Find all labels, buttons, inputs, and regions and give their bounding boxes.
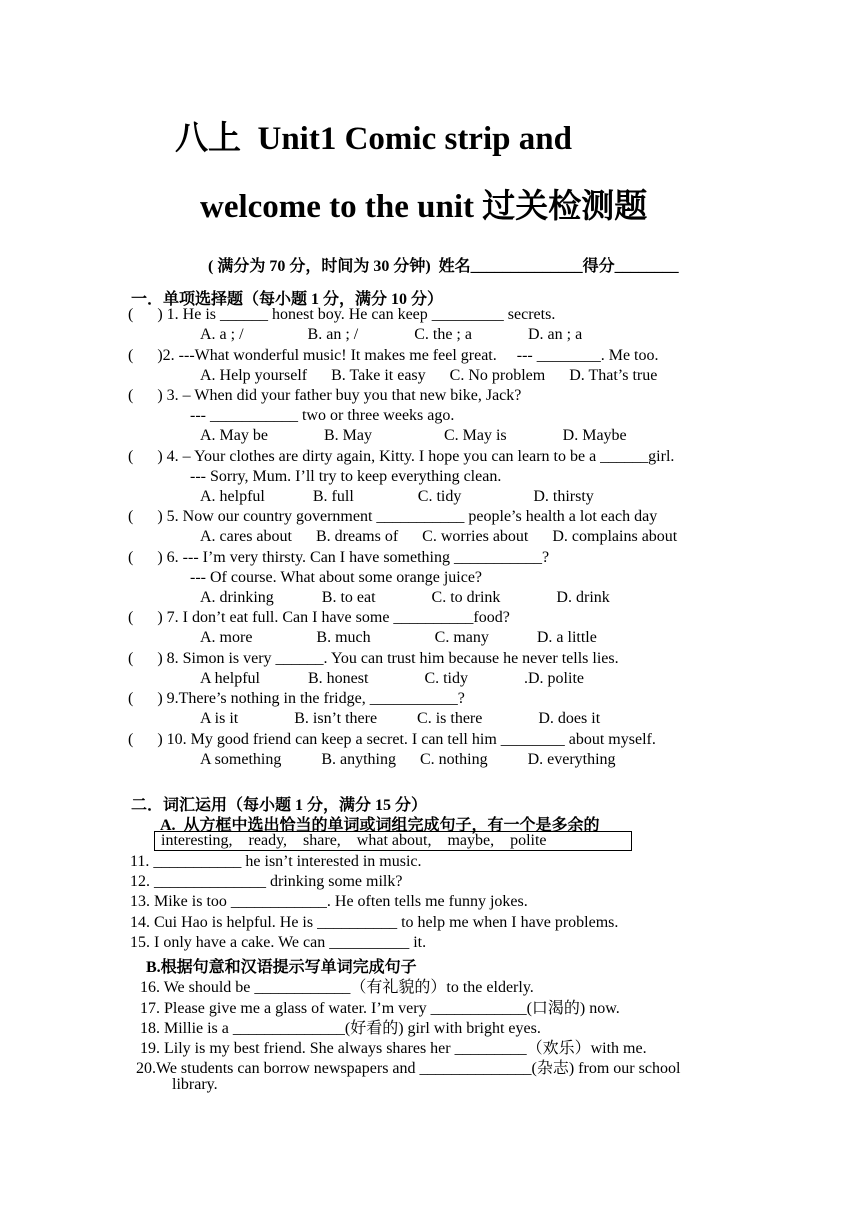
- s2b-line-17: 17. Please give me a glass of water. I’m very ____________(口渴的) now.: [140, 1000, 620, 1017]
- s1-line-4: A. Help yourself B. Take it easy C. No problem D. That’s true: [200, 367, 658, 384]
- exam-title-line2: welcome to the unit 过关检测题: [200, 189, 648, 225]
- section1-heading: 一．单项选择题（每小题 1 分，满分 10 分）: [131, 291, 444, 308]
- s1-line-14: --- Of course. What about some orange juice?: [190, 569, 483, 586]
- s1-line-19: A helpful B. honest C. tidy .D. polite: [200, 670, 584, 687]
- s2a-line-12: 12. ______________ drinking some milk?: [130, 873, 403, 890]
- s1-line-8: ( ) 4. – Your clothes are dirty again, Kitty. I hope you can learn to be a ______girl.: [128, 448, 675, 465]
- exam-title-line1: 八上 Unit1 Comic strip and: [175, 121, 572, 157]
- s1-line-2: A. a ; / B. an ; / C. the ; a D. an ; a: [200, 326, 583, 343]
- section2-heading: 二．词汇运用（每小题 1 分，满分 15 分）: [131, 797, 428, 814]
- s2b-line-20: 20.We students can borrow newspapers and ______________(杂志) from our school: [136, 1060, 681, 1077]
- s1-line-11: ( ) 5. Now our country government ___________ people’s health a lot each day: [128, 508, 658, 525]
- section2-part-b-heading: B.根据句意和汉语提示写单词完成句子: [146, 959, 417, 976]
- s1-line-3: ( )2. ---What wonderful music! It makes me feel great. --- ________. Me too.: [128, 347, 659, 364]
- s1-line-23: A something B. anything C. nothing D. everything: [200, 751, 616, 768]
- s1-line-12: A. cares about B. dreams of C. worries about D. complains about: [200, 528, 678, 545]
- s1-line-5: ( ) 3. – When did your father buy you that new bike, Jack?: [128, 387, 522, 404]
- s1-line-17: A. more B. much C. many D. a little: [200, 629, 597, 646]
- s1-line-15: A. drinking B. to eat C. to drink D. drink: [200, 589, 610, 606]
- s1-line-16: ( ) 7. I don’t eat full. Can I have some __________food?: [128, 609, 510, 626]
- s2a-line-15: 15. I only have a cake. We can __________ it.: [130, 934, 427, 951]
- s1-line-22: ( ) 10. My good friend can keep a secret. I can tell him ________ about myself.: [128, 731, 656, 748]
- s1-line-18: ( ) 8. Simon is very ______. You can trust him because he never tells lies.: [128, 650, 619, 667]
- s2b-line-18: 18. Millie is a ______________(好看的) girl with bright eyes.: [140, 1020, 541, 1037]
- exam-subtitle: ( 满分为 70 分，时间为 30 分钟) 姓名______________得分________: [208, 258, 679, 275]
- s2a-line-11: 11. ___________ he isn’t interested in music.: [130, 853, 422, 870]
- s1-line-20: ( ) 9.There’s nothing in the fridge, ___________?: [128, 690, 465, 707]
- s1-line-13: ( ) 6. --- I’m very thirsty. Can I have something ___________?: [128, 549, 550, 566]
- s2b-line-20-cont: library.: [172, 1076, 218, 1093]
- word-box: interesting, ready, share, what about, maybe, polite: [154, 831, 632, 851]
- s1-line-1: ( ) 1. He is ______ honest boy. He can keep _________ secrets.: [128, 306, 556, 323]
- section2-part-a-heading: A. 从方框中选出恰当的单词或词组完成句子，有一个是多余的: [160, 817, 600, 834]
- s1-line-10: A. helpful B. full C. tidy D. thirsty: [200, 488, 594, 505]
- s1-line-6: --- ___________ two or three weeks ago.: [190, 407, 455, 424]
- s2a-line-14: 14. Cui Hao is helpful. He is __________ to help me when I have problems.: [130, 914, 619, 931]
- s1-line-21: A is it B. isn’t there C. is there D. does it: [200, 710, 601, 727]
- s2a-line-13: 13. Mike is too ____________. He often tells me funny jokes.: [130, 893, 528, 910]
- s1-line-9: --- Sorry, Mum. I’ll try to keep everything clean.: [190, 468, 502, 485]
- s2b-line-16: 16. We should be ____________（有礼貌的）to the elderly.: [140, 979, 534, 996]
- s2b-line-19: 19. Lily is my best friend. She always shares her _________（欢乐）with me.: [140, 1040, 647, 1057]
- s1-line-7: A. May be B. May C. May is D. Maybe: [200, 427, 627, 444]
